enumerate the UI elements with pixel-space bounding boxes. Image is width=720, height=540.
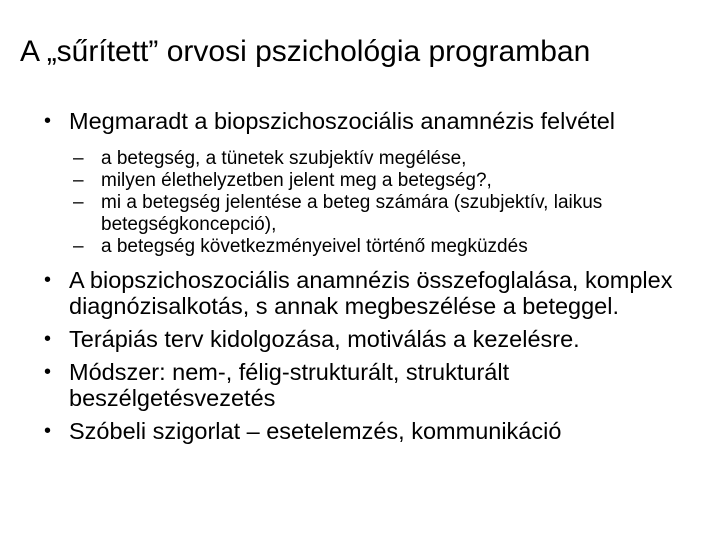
sub-bullet-item — [40, 148, 712, 170]
bullet-list — [40, 108, 712, 444]
bullet-text: Terápiás terv kidolgozása, motiválás a kezelésre. — [69, 326, 580, 352]
sub-bullet-text: milyen élethelyzetben jelent meg a betegség?, — [101, 170, 492, 191]
bullet-item — [40, 108, 712, 134]
bullet-marker: • — [44, 269, 52, 291]
sub-bullet-marker: – — [73, 170, 84, 191]
bullet-item — [40, 359, 712, 411]
bullet-text: Megmaradt a biopszichoszociális anamnézis felvétel — [69, 108, 615, 134]
bullet-text: Szóbeli szigorlat – esetelemzés, kommunikáció — [69, 418, 562, 444]
slide-title: A „sűrített” orvosi pszichológia programban — [20, 35, 591, 68]
sub-bullet-marker: – — [73, 236, 84, 257]
sub-bullet-item — [40, 236, 712, 258]
bullet-marker: • — [44, 420, 52, 442]
sub-bullet-item — [40, 192, 712, 236]
sub-bullet-text: a betegség, a tünetek szubjektív megélése, — [101, 148, 467, 169]
bullet-item — [40, 418, 712, 444]
sub-bullet-text: mi a betegség jelentése a beteg számára (szubjektív, laikus betegségkoncepció), — [101, 192, 603, 235]
bullet-text: Módszer: nem-, félig-strukturált, strukturált beszélgetésvezetés — [69, 359, 510, 411]
bullet-text: A biopszichoszociális anamnézis összefoglalása, komplex diagnózisalkotás, s annak megbeszélése a beteggel. — [69, 267, 673, 319]
sub-bullet-marker: – — [73, 148, 84, 169]
bullet-item — [40, 267, 712, 319]
bullet-marker: • — [44, 361, 52, 383]
sub-bullet-marker: – — [73, 192, 84, 213]
bullet-marker: • — [44, 110, 52, 132]
sub-bullet-text: a betegség következményeivel történő megküzdés — [101, 236, 528, 257]
bullet-marker: • — [44, 328, 52, 350]
bullet-item — [40, 326, 712, 352]
sub-bullet-item — [40, 170, 712, 192]
